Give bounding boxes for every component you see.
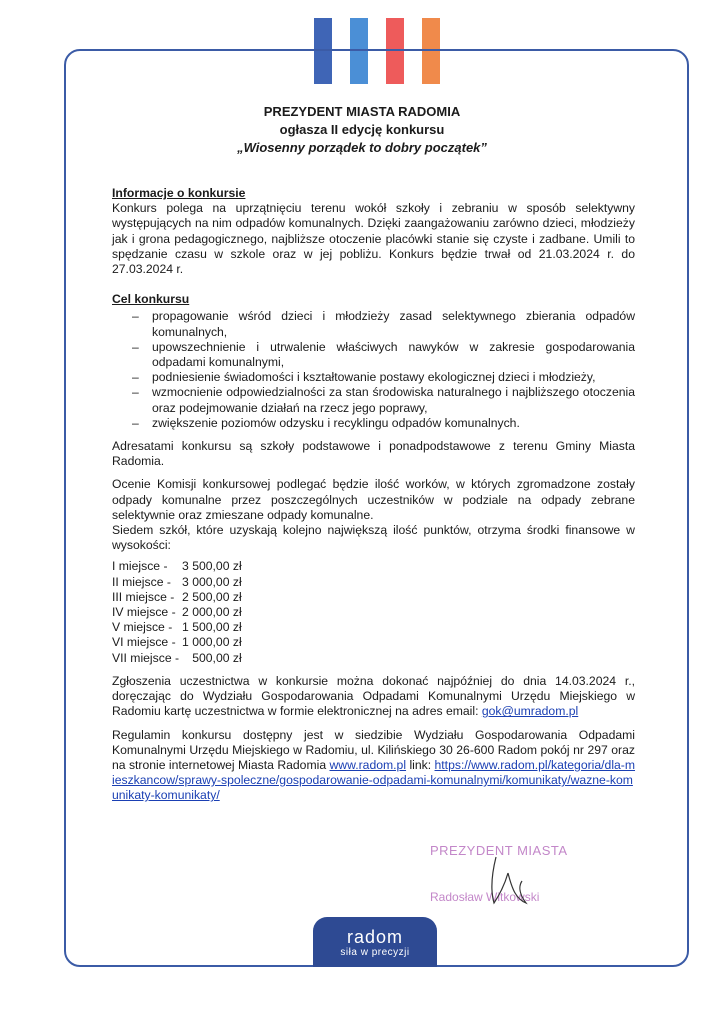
goals-heading: Cel konkursu — [112, 292, 190, 307]
prizes-intro: Siedem szkół, które uzyskają kolejno największą ilość punktów, otrzyma środki finansowe w wysokości: — [112, 523, 635, 553]
announcement-subtitle: ogłasza II edycję konkursu — [279, 122, 445, 137]
email-link[interactable]: gok@umradom.pl — [481, 704, 579, 719]
info-paragraph: Konkurs polega na uprzątnięciu terenu wokół szkoły i zebraniu w sposób selektywny występujących na nim odpadów komunalnych. Dzięki zaangażowaniu zarówno dzieci, młodzieży jak i grona pedagogicznego, najbliższe otoczenie placówki stanie się czyste i zadbane. Umili to spędzanie czasu w szkole oraz w jej pobliżu. Konkurs będzie trwał od 21.03.2024 r. do 27.03.2024 r. — [112, 201, 635, 277]
signature-name: Radosław Witkowski — [430, 890, 540, 904]
prize-amount: 3 500,00 zł — [182, 559, 242, 574]
info-heading: Informacje o konkursie — [112, 186, 246, 200]
announcement-header — [0, 103, 724, 157]
website-link[interactable]: www.radom.pl — [329, 757, 407, 772]
prize-row — [112, 651, 242, 666]
prize-place: IV miejsce - — [112, 605, 176, 620]
prize-row — [112, 605, 242, 620]
prize-row — [112, 559, 242, 574]
logo-tagline: siła w precyzji — [340, 947, 410, 958]
prize-amount: 1 000,00 zł — [182, 635, 242, 650]
prize-row — [112, 635, 242, 650]
radom-logo — [313, 917, 437, 967]
addressees-paragraph: Adresatami konkursu są szkoły podstawowe i ponadpodstawowe z terenu Gminy Miasta Radomia. — [112, 439, 635, 469]
rules-paragraph — [112, 728, 635, 804]
goal-item: – propagowanie wśród dzieci i młodzieży zasad selektywnego zbierania odpadów komunalnych, — [112, 309, 635, 339]
prize-place: III miejsce - — [112, 589, 175, 604]
prize-amount: 1 500,00 zł — [182, 620, 242, 635]
signature-title: PREZYDENT MIASTA — [430, 843, 568, 858]
goal-item: – podniesienie świadomości i kształtowanie postawy ekologicznej dzieci i młodzieży, — [112, 370, 635, 385]
regulations-url-link[interactable]: https://www.radom.pl/kategoria/dla-mieszkancow/sprawy-spoleczne/gospodarowanie-odpadami-komunalnymi/komunikaty/wazne-komunikaty-komunikaty/ — [112, 757, 636, 803]
prize-place: VII miejsce - — [112, 650, 180, 665]
prize-amount: 2 000,00 zł — [182, 605, 242, 620]
prize-place: V miejsce - — [112, 620, 173, 635]
issuer-title: PREZYDENT MIASTA RADOMIA — [263, 104, 461, 119]
prize-place: VI miejsce - — [112, 635, 176, 650]
prizes-table — [112, 559, 242, 665]
prize-row — [112, 590, 242, 605]
prize-place: I miejsce - — [112, 559, 168, 574]
prize-amount: 500,00 zł — [192, 650, 242, 665]
prize-amount: 3 000,00 zł — [182, 574, 242, 589]
evaluation-paragraph: Ocenie Komisji konkursowej podlegać będzie ilość worków, w których zgromadzone zostały odpady komunalne przez poszczególnych uczestników w podziale na odpady zebrane selektywnie oraz zmieszane odpady komunalne. — [112, 477, 635, 522]
contest-name: „Wiosenny porządek to dobry początek” — [237, 140, 487, 155]
rules-text: Regulamin konkursu dostępny jest w siedzibie Wydziału Gospodarowania Odpadami Komunalnymi Urzędu Miejskiego w Radomiu, ul. Kilińskiego 30 26-600 Radom pokój nr 297 oraz na stronie internetowej Miasta Radomia — [112, 727, 635, 772]
signature-stamp — [426, 843, 586, 913]
goal-item: – wzmocnienie odpowiedzialności za stan środowiska naturalnego i najbliższego otoczenia oraz podejmowanie działań na rzecz jego poprawy, — [112, 385, 635, 415]
prize-row — [112, 620, 242, 635]
prize-amount: 2 500,00 zł — [182, 589, 242, 604]
registration-text: Zgłoszenia uczestnictwa w konkursie można dokonać najpóźniej do dnia 14.03.2024 r., doręczając do Wydziału Gospodarowania Odpadami Komunalnymi Urzędu Miejskiego w Radomiu kartę uczestnictwa w formie elektronicznej na adres email: — [112, 673, 635, 719]
prize-place: II miejsce - — [112, 574, 171, 589]
document-body — [112, 186, 635, 804]
goal-item: – upowszechnienie i utrwalenie właściwych nawyków w zakresie gospodarowania odpadami komunalnymi, — [112, 340, 635, 370]
goal-item: – zwiększenie poziomów odzysku i recyklingu odpadów komunalnych. — [112, 416, 635, 431]
logo-wordmark: radom — [346, 927, 404, 947]
goals-list — [112, 309, 635, 431]
link-label: link: — [406, 757, 435, 772]
registration-paragraph — [112, 674, 635, 720]
handwritten-signature — [426, 843, 586, 913]
prize-row — [112, 575, 242, 590]
